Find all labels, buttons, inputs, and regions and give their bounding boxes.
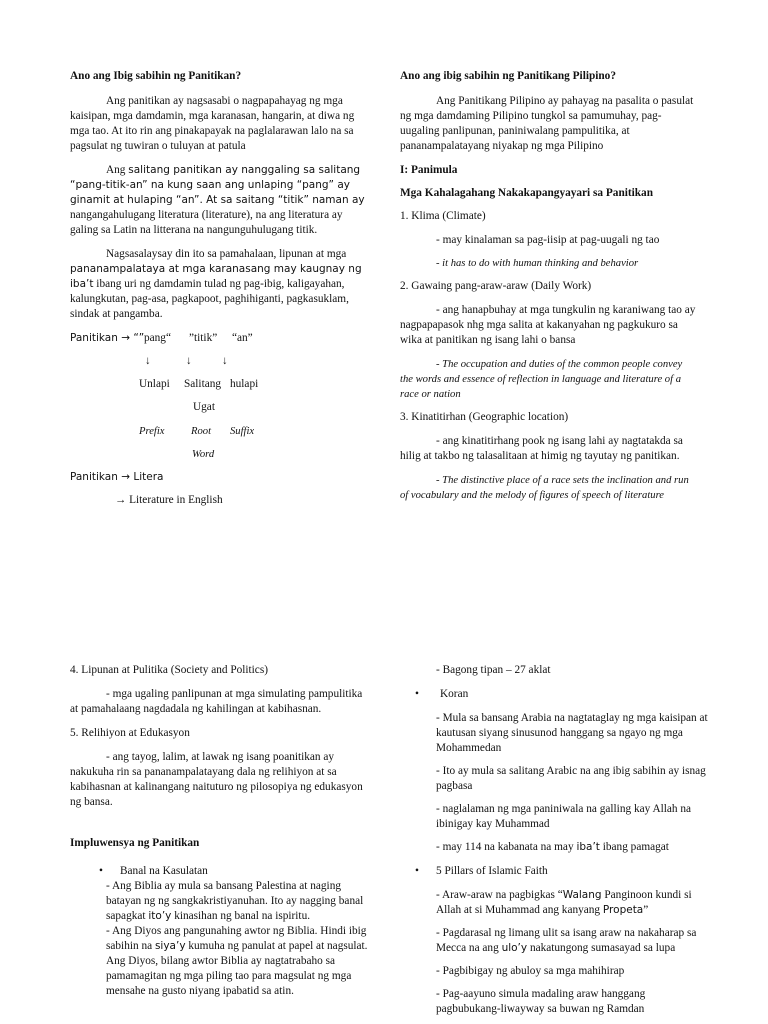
section-heading: Ano ang ibig sabihin ng Panitikang Pilipino? bbox=[400, 70, 616, 82]
diagram-label: Word bbox=[192, 449, 215, 460]
paragraph: - mga ugaling panlipunan at mga simulating pampulitika at pamahalaang nagdadala ng kahilingan at kabihasnan. bbox=[70, 688, 363, 715]
paragraph bbox=[436, 840, 708, 855]
diagram-text: “an” bbox=[232, 332, 253, 344]
page2-right-column bbox=[415, 663, 708, 1017]
page2-left-column bbox=[70, 663, 368, 999]
paragraph-text: iba’t bbox=[576, 841, 600, 853]
diagram-label: Suffix bbox=[230, 426, 255, 437]
paragraph-text: ibang uri ng damdamin tulad ng pag-ibig, kaligayahan, kalungkutan, pag-asa, pagkapoot, paghihiganti, pagkasuklam, sindak at pangamba. bbox=[70, 278, 349, 320]
bullet-item bbox=[415, 687, 708, 702]
bullet-icon: • bbox=[415, 688, 419, 700]
arrow-down-icon: ↓ bbox=[186, 355, 192, 367]
paragraph bbox=[70, 879, 368, 924]
paragraph-text: salitang panitikan ay nanggaling sa salitang “pang-titik-an” na kung saan ang unlaping “pang” ay ginamit at hulaping “an”. At sa saitang “titik” naman ay bbox=[70, 164, 365, 206]
section-heading: I: Panimula bbox=[400, 164, 458, 176]
paragraph-text: ito’y bbox=[148, 910, 172, 922]
paragraph: - Pag-aayuno simula madaling araw hanggang pagbubukang-liwayway sa buwan ng Ramdan bbox=[436, 988, 646, 1015]
bullet-label: 5 Pillars of Islamic Faith bbox=[436, 865, 548, 877]
paragraph-text: kinasihan ng banal na ispiritu. bbox=[171, 910, 311, 922]
paragraph-translation: - The distinctive place of a race sets the inclination and run of vocabulary and the melody of figures of speech of literature bbox=[400, 475, 689, 501]
paragraph bbox=[70, 924, 368, 999]
paragraph bbox=[70, 247, 366, 322]
paragraph bbox=[70, 163, 366, 238]
paragraph-text: Nagsasalaysay din ito sa pamahalaan, lipunan at mga bbox=[106, 248, 347, 260]
paragraph bbox=[436, 926, 708, 956]
document-page-2 bbox=[0, 640, 768, 1024]
bullet-icon: • bbox=[99, 865, 103, 877]
paragraph: - naglalaman ng mga paniniwala na galling kay Allah na ibinigay kay Muhammad bbox=[436, 803, 692, 830]
diagram-text: pang“ bbox=[144, 332, 171, 344]
bullet-item bbox=[415, 864, 708, 879]
paragraph-text: pananampalataya at mga karanasang may kaugnay ng iba’t bbox=[70, 263, 362, 290]
list-item: 3. Kinatitirhan (Geographic location) bbox=[400, 411, 569, 423]
diagram-label: Ugat bbox=[193, 401, 215, 413]
paragraph: - Mula sa bansang Arabia na nagtataglay ng mga kaisipan at kautusan siyang sinusunod hanggang sa ngayo ng mga Mohammedan bbox=[436, 712, 708, 754]
section-subheading: Mga Kahalagahang Nakakapangyayari sa Panitikan bbox=[400, 187, 653, 199]
paragraph-text: nakatungong sumasayad sa lupa bbox=[527, 942, 676, 954]
section-heading: Impluwensya ng Panitikan bbox=[70, 837, 200, 849]
bullet-label: Banal na Kasulatan bbox=[120, 865, 208, 877]
page1-left-column bbox=[70, 69, 366, 322]
paragraph-text: ibang pamagat bbox=[599, 841, 669, 853]
paragraph: - ang kinatitirhang pook ng isang lahi ay nagtatakda sa hilig at takbo ng talasalitaan at himig ng tayutay ng panitikan. bbox=[400, 435, 683, 462]
diagram-text: → Literature in English bbox=[115, 494, 223, 506]
arrow-down-icon: ↓ bbox=[222, 355, 228, 367]
paragraph-text: - Pagdarasal ng limang ulit sa isang araw na nakaharap sa Mecca na ang bbox=[436, 927, 697, 954]
paragraph-text: Propeta bbox=[602, 904, 644, 916]
paragraph-text: - Ang Diyos ang pangunahing awtor ng Biblia. Hindi ibig sabihin na bbox=[106, 925, 367, 952]
diagram-label: Root bbox=[191, 426, 212, 437]
list-item: 2. Gawaing pang-araw-araw (Daily Work) bbox=[400, 280, 592, 292]
paragraph-text: - Araw-araw na pagbigkas “ bbox=[436, 889, 563, 901]
paragraph: Ang panitikan ay nagsasabi o nagpapahayag ng mga kaisipan, mga damdamin, mga karanasan, hangarin, at diwa ng mga tao. At ito rin ang pinakapayak na paglalarawan lalo na sa pagsulat ng tuwiran o tuluyan at patula bbox=[70, 95, 355, 152]
diagram-label: Salitang bbox=[184, 378, 222, 390]
paragraph-text: - Ang Biblia ay mula sa bansang Palestina at naging batayan ng ng sangkakristiyanuhan. Ito ay nagging banal sapagkat bbox=[106, 880, 364, 922]
paragraph-translation: - it has to do with human thinking and behavior bbox=[436, 258, 639, 269]
bullet-label: Koran bbox=[440, 688, 469, 700]
paragraph bbox=[436, 888, 708, 918]
bullet-list bbox=[70, 864, 368, 879]
paragraph-text: - may 114 na kabanata na may bbox=[436, 841, 577, 853]
diagram-label: Prefix bbox=[139, 426, 165, 437]
paragraph-text: nangangahulugang literatura (literature), na ang literatura ay galing sa Latin na litterana na nangunguhulugang titik. bbox=[70, 209, 343, 236]
paragraph: - ang tayog, lalim, at lawak ng isang poanitikan ay nakukuha rin sa pananampalatayang dala ng relihiyon at sa kabihasnan at kalinangang naituturo ng pilosopiya ng edukasyon ng bansa. bbox=[70, 751, 363, 808]
paragraph: - Pagbibigay ng abuloy sa mga mahihirap bbox=[436, 965, 625, 977]
diagram-text: Panitikan → Litera bbox=[70, 471, 164, 483]
paragraph-translation: - The occupation and duties of the common people convey the words and essence of reflection in language and literature of a race or nation bbox=[400, 359, 683, 400]
diagram-label: hulapi bbox=[230, 378, 259, 390]
list-item: 5. Relihiyon at Edukasyon bbox=[70, 727, 190, 739]
paragraph-text: siya’y bbox=[154, 940, 186, 952]
bullet-icon: • bbox=[415, 865, 419, 877]
diagram-text: Panitikan → “” bbox=[70, 332, 145, 344]
paragraph: - may kinalaman sa pag-iisip at pag-uugali ng tao bbox=[436, 234, 660, 246]
page1-right-column bbox=[400, 69, 696, 503]
paragraph-text: kumuha ng panulat at papel at nagsulat. Ang Diyos, bilang awtor Biblia ay nagtatrabaho sa pamamagitan ng mga piling tao para magsulat ng mga mensahe na gusto niyang ipabatid sa atin. bbox=[106, 940, 368, 997]
paragraph-text: Ang bbox=[106, 164, 129, 176]
paragraph: Ang Panitikang Pilipino ay pahayag na pasalita o pasulat ng mga damdaming Pilipino tungkol sa pamumuhay, pag-uugaling panlipunan, paniniwalang pampulitika, at pananampalatayang niyakap ng mga Pilipino bbox=[400, 95, 694, 152]
diagram-text: ”titik” bbox=[189, 332, 218, 344]
paragraph-text: ” bbox=[643, 904, 649, 916]
list-item: 1. Klima (Climate) bbox=[400, 210, 486, 222]
paragraph-text: Walang bbox=[562, 889, 602, 901]
paragraph: - Ito ay mula sa salitang Arabic na ang ibig sabihin ay isnag pagbasa bbox=[436, 765, 706, 792]
diagram-label: Unlapi bbox=[139, 378, 170, 390]
paragraph-text: ulo’y bbox=[501, 942, 528, 954]
list-item: 4. Lipunan at Pulitika (Society and Politics) bbox=[70, 664, 268, 676]
paragraph-text: Panginoon kundi si Allah at si Muhammad ang kanyang bbox=[436, 889, 692, 916]
section-heading: Ano ang Ibig sabihin ng Panitikan? bbox=[70, 70, 242, 82]
list-item: - Bagong tipan – 27 aklat bbox=[436, 664, 551, 676]
bullet-item bbox=[99, 864, 368, 879]
arrow-down-icon: ↓ bbox=[145, 355, 151, 367]
paragraph: - ang hanapbuhay at mga tungkulin ng karaniwang tao ay nagpapapasok nhg mga salita at kakanyahan ng pagkukuro sa wika at panitikan ng isang lahi o bansa bbox=[400, 304, 696, 346]
